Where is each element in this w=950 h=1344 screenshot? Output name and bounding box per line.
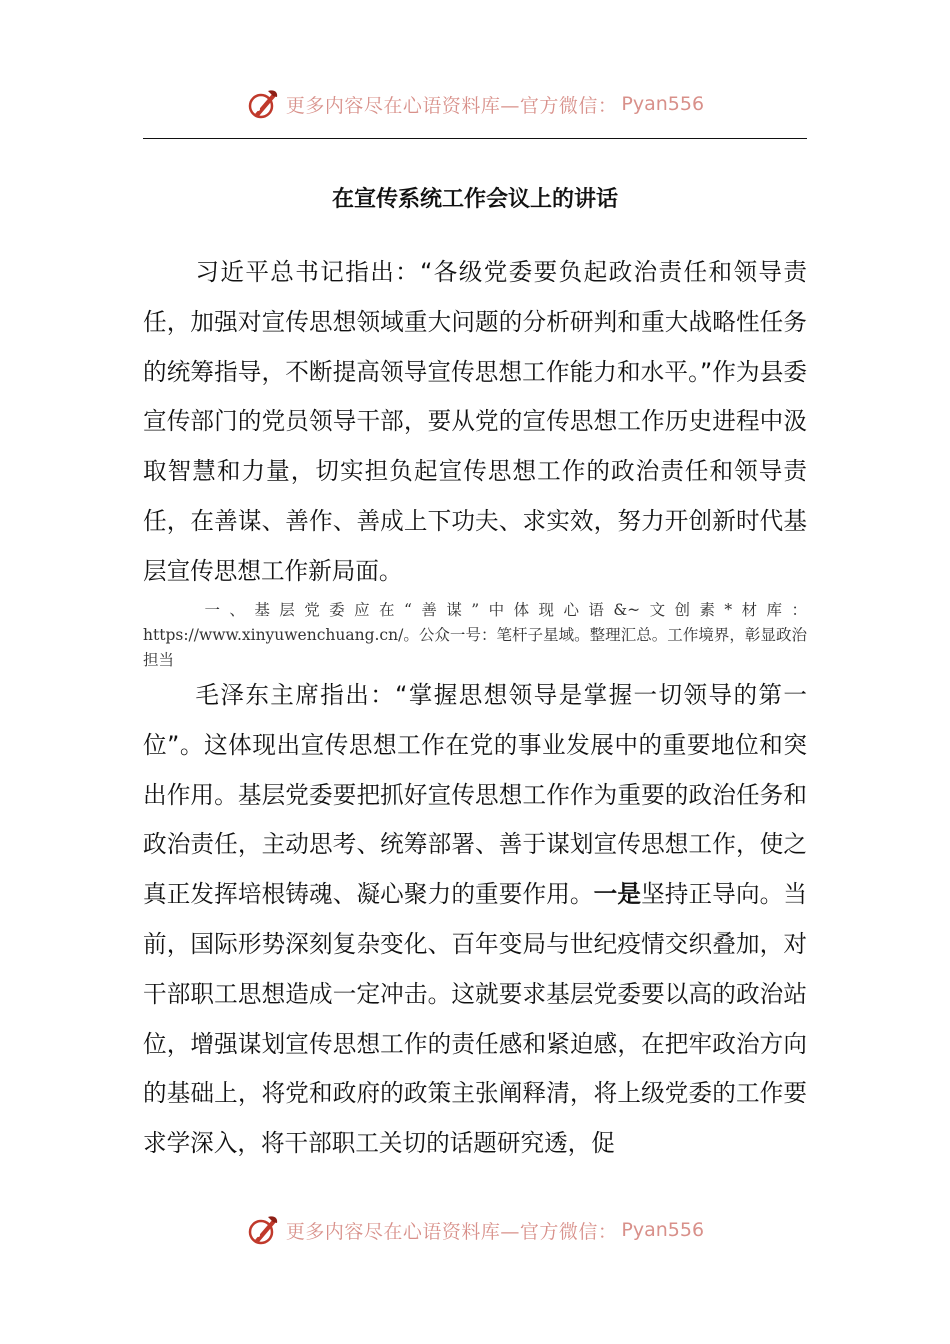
- footer-banner: [0, 1210, 950, 1250]
- banner-wechat-id: Pyan556: [621, 93, 705, 115]
- section-note: [143, 598, 807, 673]
- header-banner: [0, 84, 950, 124]
- paragraph-2: [143, 671, 807, 1169]
- banner-wechat-id: Pyan556: [621, 1219, 705, 1241]
- quill-logo-icon: [246, 1213, 280, 1247]
- paragraph-2-bold: 一是: [593, 880, 642, 909]
- paragraph-1: [143, 248, 807, 597]
- header-divider: [143, 138, 807, 139]
- section-note-text: 一、基层党委应在“善谋”中体现心语&~文创素*材库：https://www.xinyuwenchuang.cn/。公众一号：笔杆子星域。整理汇总。工作境界，彰显政治担当: [143, 601, 807, 669]
- paragraph-2-text-a: 毛泽东主席指出：“掌握思想领导是掌握一切领导的第一位”。这体现出宣传思想工作在党的事业发展中的重要地位和突出作用。基层党委要把抓好宣传思想工作作为重要的政治任务和政治责任，主动思考、统筹部署、善于谋划宣传思想工作，使之真正发挥培根铸魂、凝心聚力的重要作用。: [143, 681, 807, 909]
- banner-text: 更多内容尽在心语资料库—官方微信：: [285, 94, 618, 117]
- document-title: 在宣传系统工作会议上的讲话: [331, 187, 618, 212]
- quill-logo-icon: [246, 87, 280, 121]
- paragraph-1-text: 习近平总书记指出：“各级党委要负起政治责任和领导责任，加强对宣传思想领域重大问题的分析研判和重大战略性任务的统筹指导，不断提高领导宣传思想工作能力和水平。”作为县委宣传部门的党员领导干部，要从党的宣传思想工作历史进程中汲取智慧和力量，切实担负起宣传思想工作的政治责任和领导责任，在善谋、善作、善成上下功夫、求实效，努力开创新时代基层宣传思想工作新局面。: [143, 258, 807, 585]
- banner-text: 更多内容尽在心语资料库—官方微信：: [285, 1220, 618, 1243]
- paragraph-2-text-b: 坚持正导向。当前，国际形势深刻复杂变化、百年变局与世纪疫情交织叠加，对干部职工思想造成一定冲击。这就要求基层党委要以高的政治站位，增强谋划宣传思想工作的责任感和紧迫感，在把牢政治方向的基础上，将党和政府的政策主张阐释清，将上级党委的工作要求学深入，将干部职工关切的话题研究透，促: [143, 880, 807, 1158]
